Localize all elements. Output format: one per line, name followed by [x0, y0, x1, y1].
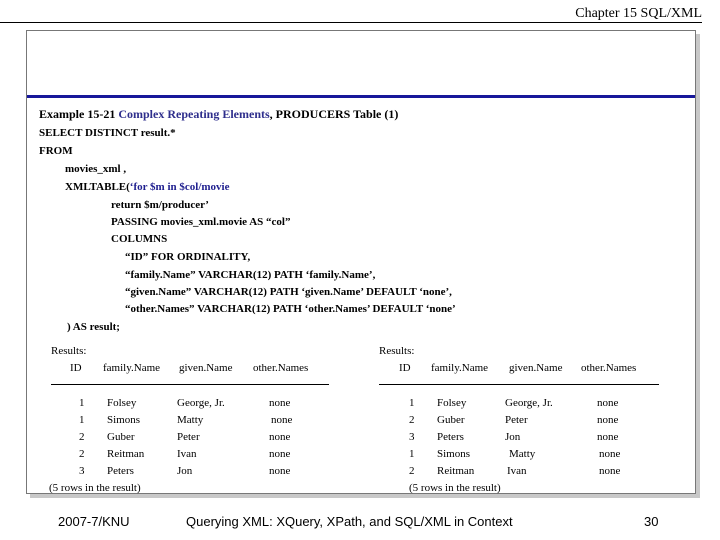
- sql-xmltable: XMLTABLE(: [65, 181, 130, 193]
- cell-id: 1: [79, 414, 85, 426]
- column-header: other.Names: [581, 362, 637, 374]
- column-header: given.Name: [509, 362, 563, 374]
- cell-id: 3: [409, 431, 415, 443]
- column-header: other.Names: [253, 362, 309, 374]
- sql-line: [65, 179, 230, 197]
- cell-given: George, Jr.: [505, 397, 553, 409]
- results-label: Results:: [51, 345, 87, 357]
- cell-family: Simons: [437, 448, 471, 460]
- sql-line: SELECT DISTINCT result.*: [39, 127, 176, 139]
- example-rest: , PRODUCERS Table (1): [269, 107, 399, 121]
- cell-given: Ivan: [507, 465, 527, 477]
- header-rule: [0, 22, 702, 23]
- cell-family: Reitman: [107, 448, 145, 460]
- cell-family: Folsey: [107, 397, 137, 409]
- cell-given: Ivan: [177, 448, 197, 460]
- cell-family: Simons: [107, 414, 141, 426]
- column-header: ID: [70, 362, 82, 374]
- sql-line: “family.Name” VARCHAR(12) PATH ‘family.Name’,: [125, 269, 376, 281]
- title-divider: [27, 95, 695, 98]
- cell-id: 2: [79, 448, 85, 460]
- sql-xquery: ‘for $m in $col/movie: [129, 181, 230, 193]
- cell-id: 1: [79, 397, 85, 409]
- cell-other: none: [269, 431, 291, 443]
- results-label: Results:: [379, 345, 415, 357]
- cell-family: Guber: [437, 414, 465, 426]
- example-label: Example 15-21: [39, 107, 119, 121]
- sql-line: PASSING movies_xml.movie AS “col”: [111, 216, 291, 228]
- sql-line: “ID” FOR ORDINALITY,: [125, 251, 251, 263]
- page-number: 30: [644, 514, 659, 529]
- cell-given: George, Jr.: [177, 397, 225, 409]
- cell-given: Jon: [177, 465, 193, 477]
- sql-line: “given.Name” VARCHAR(12) PATH ‘given.Name’ DEFAULT ‘none’,: [125, 286, 452, 298]
- footer-date: 2007-7/KNU: [58, 514, 130, 529]
- cell-family: Folsey: [437, 397, 467, 409]
- column-header: family.Name: [431, 362, 489, 374]
- results-note: (5 rows in the result): [409, 482, 501, 494]
- cell-other: none: [271, 414, 293, 426]
- cell-id: 2: [409, 465, 415, 477]
- cell-other: none: [269, 397, 291, 409]
- cell-other: none: [269, 448, 291, 460]
- cell-id: 2: [79, 431, 85, 443]
- cell-other: none: [597, 397, 619, 409]
- cell-given: Peter: [505, 414, 528, 426]
- sql-line: movies_xml ,: [65, 163, 127, 175]
- cell-id: 1: [409, 448, 415, 460]
- cell-id: 1: [409, 397, 415, 409]
- cell-family: Reitman: [437, 465, 475, 477]
- cell-given: Peter: [177, 431, 200, 443]
- column-header: family.Name: [103, 362, 161, 374]
- results-note: (5 rows in the result): [49, 482, 141, 494]
- cell-id: 2: [409, 414, 415, 426]
- slide-panel: [26, 30, 696, 494]
- cell-other: none: [599, 465, 621, 477]
- cell-given: Matty: [509, 448, 536, 460]
- sql-line: ) AS result;: [67, 321, 120, 333]
- results-rule: [51, 384, 329, 385]
- sql-line: “other.Names” VARCHAR(12) PATH ‘other.Names’ DEFAULT ‘none’: [125, 303, 456, 315]
- footer-title: Querying XML: XQuery, XPath, and SQL/XML in Context: [186, 514, 513, 529]
- cell-family: Peters: [437, 431, 464, 443]
- cell-other: none: [597, 414, 619, 426]
- column-header: ID: [399, 362, 411, 374]
- cell-other: none: [599, 448, 621, 460]
- cell-family: Guber: [107, 431, 135, 443]
- cell-family: Peters: [107, 465, 134, 477]
- column-header: given.Name: [179, 362, 233, 374]
- cell-given: Jon: [505, 431, 521, 443]
- cell-other: none: [269, 465, 291, 477]
- chapter-title: Chapter 15 SQL/XML: [575, 6, 702, 21]
- cell-given: Matty: [177, 414, 204, 426]
- example-heading: [39, 107, 398, 122]
- example-highlight: Complex Repeating Elements: [118, 107, 270, 121]
- sql-line: return $m/producer’: [111, 199, 209, 211]
- results-rule: [379, 384, 659, 385]
- cell-other: none: [597, 431, 619, 443]
- sql-line: FROM: [39, 145, 73, 157]
- sql-line: COLUMNS: [111, 233, 168, 245]
- cell-id: 3: [79, 465, 85, 477]
